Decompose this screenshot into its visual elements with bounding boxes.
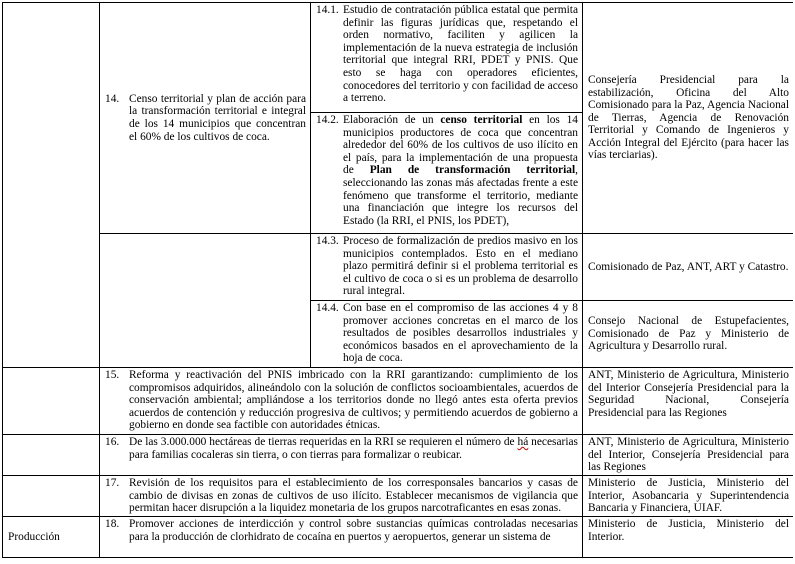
- subaction-text: Proceso de formalización de predios masivo en los municipios contemplados. Esto en el mediano plazo permitirá definir si el problema territorial es el cultivo de coca o si es un problema de desarrollo rural integral.: [343, 235, 578, 298]
- responsible-14-4: Consejo Nacional de Estupefacientes, Comisionado de Paz y Ministerio de Agricultura y Desarrollo rural.: [583, 301, 794, 368]
- subaction-text: [343, 114, 578, 227]
- action-text: Promover acciones de interdicción y control sobre sustancias químicas controladas necesarias para la producción de clorhidrato de cocaína en puertos y aeropuertos, generar un sistema de: [129, 518, 578, 543]
- subaction-number: 14.2.: [316, 114, 339, 126]
- table-row: [3, 517, 794, 558]
- action-number: 16.: [105, 436, 120, 448]
- responsible-18: Ministerio de Justicia, Ministerio del Interior.: [583, 517, 794, 558]
- action-number: 18.: [105, 518, 120, 530]
- responsible-17: Ministerio de Justicia, Ministerio del Interior, Asobancaria y Superintendencia Bancaria y Financiera, UIAF.: [583, 476, 794, 517]
- action-text: [129, 436, 578, 461]
- text-fragment: , seleccionando las zonas más afectadas frente a este fenómeno que transforme el territorio, mediante una financiación que integre los recursos del Estado (la RRI, el PNIS, los PDET),: [343, 164, 578, 227]
- text-fragment: Elaboración de un: [343, 114, 441, 126]
- action-16-cell: [100, 435, 583, 476]
- action-plan-table: [2, 2, 793, 558]
- category-produccion: Producción: [3, 517, 100, 558]
- action-number: 17.: [105, 477, 120, 489]
- action-14-continued: [100, 234, 311, 301]
- responsible-15: ANT, Ministerio de Agricultura, Ministerio del Interior Consejería Presidencial para la Seguridad Nacional, Consejería Presidencial para las Regiones: [583, 368, 794, 435]
- subaction-14-3: [316, 235, 578, 298]
- action-15: [105, 369, 578, 432]
- action-14: [105, 93, 306, 143]
- action-18-cell: [100, 517, 583, 558]
- table-row: [3, 476, 794, 517]
- action-18: [105, 518, 578, 543]
- action-text: Revisión de los requisitos para el establecimiento de los corresponsales bancarios y casas de cambio de divisas en zonas de cultivos de uso ilícito. Establecer mecanismos de vigilancia que permitan hacer disrupción a la liquidez monetaria de los grupos narcotraficantes en esas zonas.: [129, 477, 578, 515]
- action-17: [105, 477, 578, 515]
- responsible-16: ANT, Ministerio de Agricultura, Ministerio del Interior, Consejería Presidencial para las Regiones: [583, 435, 794, 476]
- category-cell: [3, 368, 100, 435]
- action-15-cell: [100, 368, 583, 435]
- text-fragment: necesarias para familias cocaleras sin tierra, o con tierras para formalizar o reubicar.: [129, 436, 578, 461]
- responsible-14-1-2-cell: Consejería Presidencial para la estabilización, Oficina del Alto Comisionado para la Paz, Agencia Nacional de Tierras, Agencia de Renovación Territorial y Comando de Ingenieros y Acción Integral del Ejército (para hacer las vías terciarias).: [583, 3, 794, 234]
- category-cell: [3, 435, 100, 476]
- subaction-14-3-cell: [311, 234, 583, 301]
- subaction-number: 14.1.: [316, 4, 339, 16]
- action-title: Censo territorial y plan de acción para la transformación territorial e integral de los 14 municipios que concentran el 60% de los cultivos de coca.: [129, 92, 306, 143]
- action-16: [105, 436, 578, 461]
- action-17-cell: [100, 476, 583, 517]
- subaction-text: Con base en el compromiso de las acciones 4 y 8 promover acciones concretas en el marco de los resultados de posibles desarrollos industriales y económicos basados en el aprovechamiento de la hoja de coca.: [343, 302, 578, 365]
- action-number: 15.: [105, 369, 120, 381]
- subaction-text: Estudio de contratación pública estatal que permita definir las figuras jurídicas que, respetando el orden normativo, faciliten y agilicen la implementación de la nueva estrategia de inclusión territorial que integral RRI, PDET y PNIS. Que esto se haga con operadores eficientes, conocedores del territorio y con facilidad de acceso a terreno.: [343, 4, 578, 105]
- table-row: [3, 368, 794, 435]
- responsible-14-3: Comisionado de Paz, ANT, ART y Catastro.: [583, 234, 794, 301]
- table-row: [3, 435, 794, 476]
- subaction-14-4: [316, 302, 578, 365]
- subaction-14-2: [316, 114, 578, 227]
- subaction-14-1-cell: [311, 3, 583, 113]
- action-number: 14.: [105, 92, 120, 105]
- text-fragment: en los 14 municipios productores de coca que concentran alrededor del 60% de los cultivos de uso ilícito en el país, para la implementación de una propuesta de: [343, 114, 578, 177]
- table-row: [3, 301, 794, 368]
- text-fragment: De las 3.000.000 hectáreas de tierras requeridas en la RRI se requieren el número de: [129, 436, 518, 448]
- category-cell: [3, 3, 100, 368]
- subaction-14-2-cell: [311, 113, 583, 234]
- subaction-number: 14.4.: [316, 302, 339, 314]
- action-text: Reforma y reactivación del PNIS imbricado con la RRI garantizando: cumplimiento de los compromisos adquiridos, alineándolo con la solución de conflictos socioambientales, acuerdos de conservación ambiental; ampliándose a los territorios donde no llegó antes esta oferta previos acuerdos de contención y reducción progresiva de cultivos; y permitiendo acuerdos de gobierno a gobierno en donde sea factible con autoridades étnicas.: [129, 369, 578, 432]
- spellcheck-flagged-word: há: [517, 436, 529, 448]
- action-14-continued: [100, 301, 311, 368]
- subaction-number: 14.3.: [316, 235, 339, 247]
- action-14-cell: [100, 3, 311, 234]
- document-page: [2, 2, 793, 564]
- subaction-14-1: [316, 4, 578, 105]
- category-cell: [3, 476, 100, 517]
- bold-term: censo territorial: [440, 114, 523, 126]
- table-row: [3, 3, 794, 113]
- table-row: [3, 234, 794, 301]
- subaction-14-4-cell: [311, 301, 583, 368]
- bold-term: Plan de transformación territorial: [369, 164, 576, 177]
